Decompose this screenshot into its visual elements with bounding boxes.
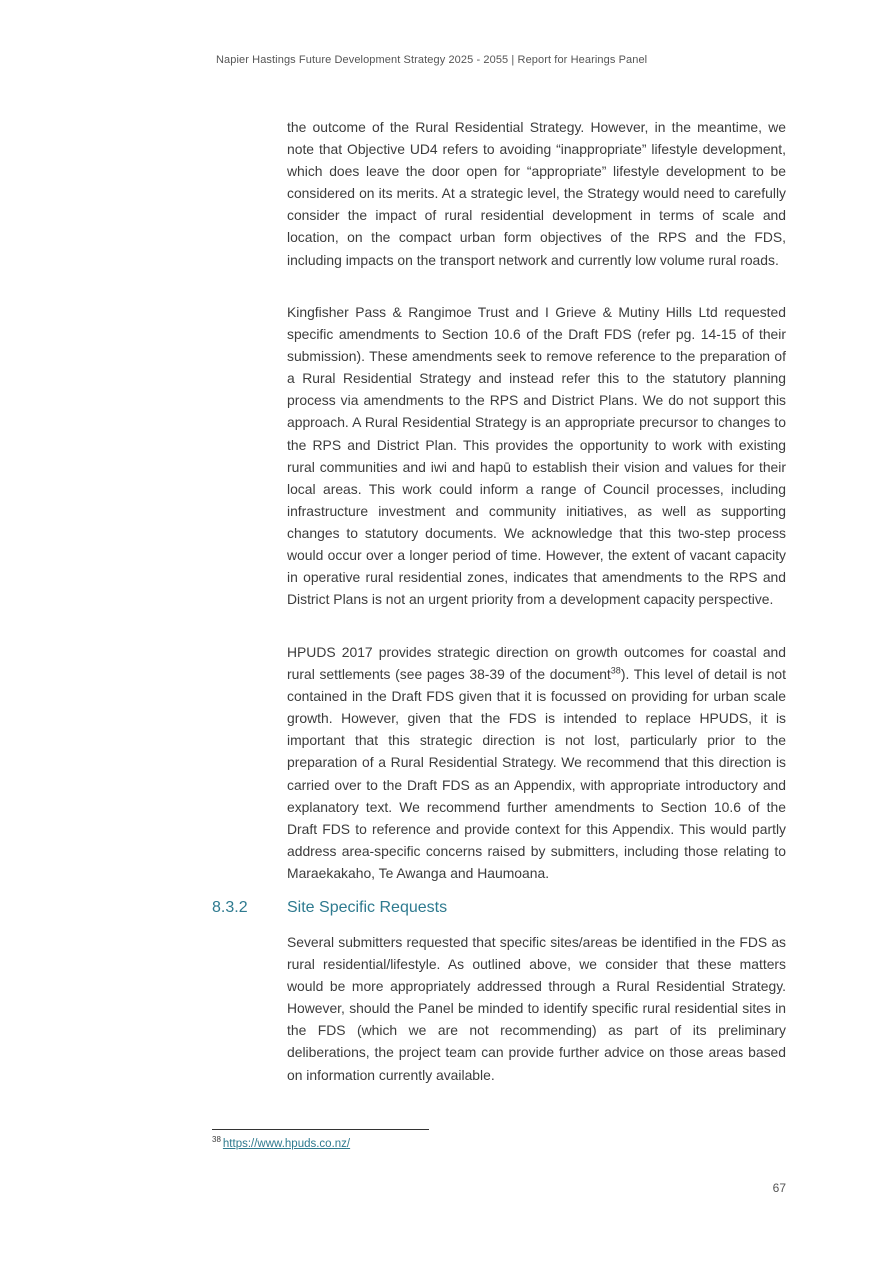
footnote-number: 38 [212,1135,221,1145]
running-header: Napier Hastings Future Development Strategy 2025 - 2055 | Report for Hearings Panel [216,54,648,66]
footnote [212,1135,351,1150]
footnote-divider [212,1129,429,1130]
page-number: 67 [772,1181,786,1195]
body-paragraph: Kingfisher Pass & Rangimoe Trust and I Grieve & Mutiny Hills Ltd requested specific amendments to Section 10.6 of the Draft FDS (refer pg. 14-15 of their submission). These amendments seek to remove reference to the preparation of a Rural Residential Strategy and instead refer this to the statutory planning process via amendments to the RPS and District Plans. We do not support this approach. A Rural Residential Strategy is an appropriate precursor to changes to the RPS and District Plan. This provides the opportunity to work with existing rural communities and iwi and hapū to establish their vision and values for their local areas. This work could inform a range of Council processes, including infrastructure investment and community initiatives, as well as supporting changes to statutory documents. We acknowledge that this two-step process would occur over a longer period of time. However, the extent of vacant capacity in operative rural residential zones, indicates that amendments to the RPS and District Plans is not an urgent priority from a development capacity perspective. [287,304,786,608]
body-paragraph [287,641,786,884]
section-number: 8.3.2 [212,899,248,916]
footnote-reference: 38 [610,665,621,676]
section-title: Site Specific Requests [287,899,448,916]
body-paragraph: the outcome of the Rural Residential Strategy. However, in the meantime, we note that Objective UD4 refers to avoiding “inappropriate” lifestyle development, which does leave the door open for “appropriate” lifestyle development to be considered on its merits. At a strategic level, the Strategy would need to carefully consider the impact of rural residential development in terms of scale and location, on the compact urban form objectives of the RPS and the FDS, including impacts on the transport network and currently low volume rural roads. [287,119,786,268]
paragraph-text: HPUDS 2017 provides strategic direction on growth outcomes for coastal and rural settlements (see pages 38-39 of the document [287,644,786,683]
section-heading [212,899,447,917]
paragraph-text: ). This level of detail is not contained in the Draft FDS given that it is focussed on providing for urban scale growth. However, given that the FDS is intended to replace HPUDS, it is important that this strategic direction is not lost, particularly prior to the preparation of a Rural Residential Strategy. We recommend that this direction is carried over to the Draft FDS as an Appendix, with appropriate introductory and explanatory text. We recommend further amendments to Section 10.6 of the Draft FDS to reference and provide context for this Appendix. This would partly address area-specific concerns raised by submitters, including those relating to Maraekakaho, Te Awanga and Haumoana. [287,666,786,881]
footnote-link[interactable]: https://www.hpuds.co.nz/ [222,1138,351,1150]
body-paragraph: Several submitters requested that specific sites/areas be identified in the FDS as rural residential/lifestyle. As outlined above, we consider that these matters would be more appropriately addressed through a Rural Residential Strategy. However, should the Panel be minded to identify specific rural residential sites in the FDS (which we are not recommending) as part of its preliminary deliberations, the project team can provide further advice on those areas based on information currently available. [287,934,786,1083]
